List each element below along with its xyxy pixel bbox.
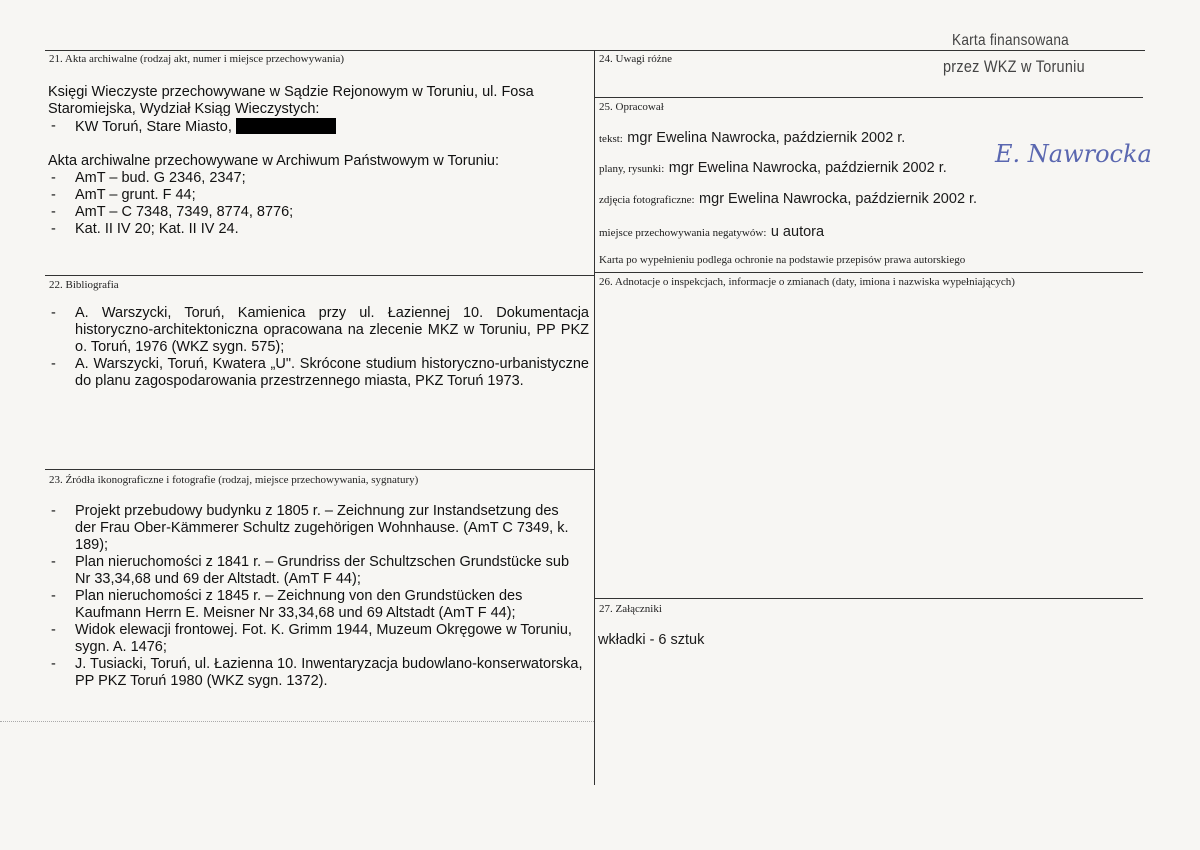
- bottom-fold-line: [0, 721, 594, 722]
- author-drawings-row: [599, 159, 947, 177]
- author-text-value: mgr Ewelina Nawrocka, październik 2002 r.: [627, 130, 906, 146]
- section-24-label: 24. Uwagi różne: [599, 53, 673, 65]
- negatives-location-label: miejsce przechowywania negatywów:: [599, 227, 767, 239]
- list-item: - AmT – bud. G 2346, 2347;: [48, 170, 588, 187]
- funding-stamp-line1: Karta finansowana: [952, 32, 1069, 49]
- list-item: - Widok elewacji frontowej. Fot. K. Grimm 1944, Muzeum Okręgowe w Toruniu, sygn. A. 1476;: [48, 622, 583, 656]
- center-divider: [594, 50, 595, 785]
- section-21-content: [48, 84, 588, 238]
- negatives-location-value: u autora: [770, 224, 825, 240]
- section-23-label: 23. Źródła ikonograficzne i fotografie (rodzaj, miejsce przechowywania, sygnatury): [49, 474, 419, 486]
- author-photos-label: zdjęcia fotograficzne:: [599, 194, 695, 206]
- list-item: - AmT – grunt. F 44;: [48, 187, 588, 204]
- list-item: - Kat. II IV 20; Kat. II IV 24.: [48, 221, 588, 238]
- author-drawings-label: plany, rysunki:: [599, 163, 665, 175]
- signature: E. Nawrocka: [995, 140, 1152, 168]
- copyright-note: Karta po wypełnieniu podlega ochronie na podstawie przepisów prawa autorskiego: [599, 254, 966, 266]
- author-drawings-value: mgr Ewelina Nawrocka, październik 2002 r.: [668, 160, 947, 176]
- section-27-label: 27. Załączniki: [599, 603, 662, 615]
- section-22-content: [48, 305, 589, 390]
- negatives-location-row: [599, 223, 824, 241]
- list-item: - J. Tusiacki, Toruń, ul. Łazienna 10. Inwentaryzacja budowlano-konserwatorska, PP PKZ Toruń 1980 (WKZ sygn. 1372).: [48, 656, 583, 690]
- list-item: - Plan nieruchomości z 1845 r. – Zeichnung von den Grundstücken des Kaufmann Herrn E. Meisner Nr 33,34,68 und 69 Altstadt (AmT F 44);: [48, 588, 583, 622]
- section-21-label: 21. Akta archiwalne (rodzaj akt, numer i miejsce przechowywania): [49, 53, 345, 65]
- top-border: [45, 50, 1145, 51]
- attachments-value: wkładki - 6 sztuk: [598, 632, 705, 648]
- author-photos-row: [599, 190, 977, 208]
- kw-entry: KW Toruń, Stare Miasto,: [75, 119, 232, 135]
- list-item: [48, 118, 588, 136]
- list-item: - Projekt przebudowy budynku z 1805 r. – Zeichnung zur Instandsetzung des der Frau Ober-Kämmerer Schultz zugehörigen Wohnhause. (AmT C 7349, k. 189);: [48, 503, 583, 554]
- section-21-land-registers: Księgi Wieczyste przechowywane w Sądzie Rejonowym w Toruniu, ul. Fosa Staromiejska, Wydział Ksiąg Wieczystych:: [48, 84, 534, 117]
- list-item: - A. Warszycki, Toruń, Kwatera „U". Skrócone studium historyczno-urbanistyczne do planu zagospodarowania przestrzennego miasta, PKZ Toruń 1973.: [48, 356, 589, 390]
- list-item: - AmT – C 7348, 7349, 8774, 8776;: [48, 204, 588, 221]
- funding-stamp-line2: przez WKZ w Toruniu: [943, 57, 1085, 76]
- divider-21-22: [45, 275, 595, 276]
- list-item: - Plan nieruchomości z 1841 r. – Grundriss der Schultzschen Grundstücke sub Nr 33,34,68 und 69 der Altstadt. (AmT F 44);: [48, 554, 583, 588]
- author-text-row: [599, 129, 905, 147]
- list-item: - A. Warszycki, Toruń, Kamienica przy ul. Łaziennej 10. Dokumentacja historyczno-architektoniczna opracowana na zlecenie MKZ w Toruniu, PP PKZ o. Toruń, 1976 (WKZ sygn. 575);: [48, 305, 589, 356]
- divider-25-26: [595, 272, 1143, 273]
- divider-26-27: [595, 598, 1143, 599]
- section-23-content: [48, 503, 583, 690]
- section-25-label: 25. Opracował: [599, 101, 664, 113]
- divider-24-25: [595, 97, 1143, 98]
- author-photos-value: mgr Ewelina Nawrocka, październik 2002 r.: [699, 191, 978, 207]
- redaction-bar: [236, 118, 336, 134]
- section-21-state-archive: Akta archiwalne przechowywane w Archiwum Państwowym w Toruniu:: [48, 153, 500, 169]
- section-26-label: 26. Adnotacje o inspekcjach, informacje o zmianach (daty, imiona i nazwiska wypełniających): [599, 276, 1015, 288]
- divider-22-23: [45, 469, 595, 470]
- section-22-label: 22. Bibliografia: [49, 279, 119, 291]
- author-text-label: tekst:: [599, 133, 623, 145]
